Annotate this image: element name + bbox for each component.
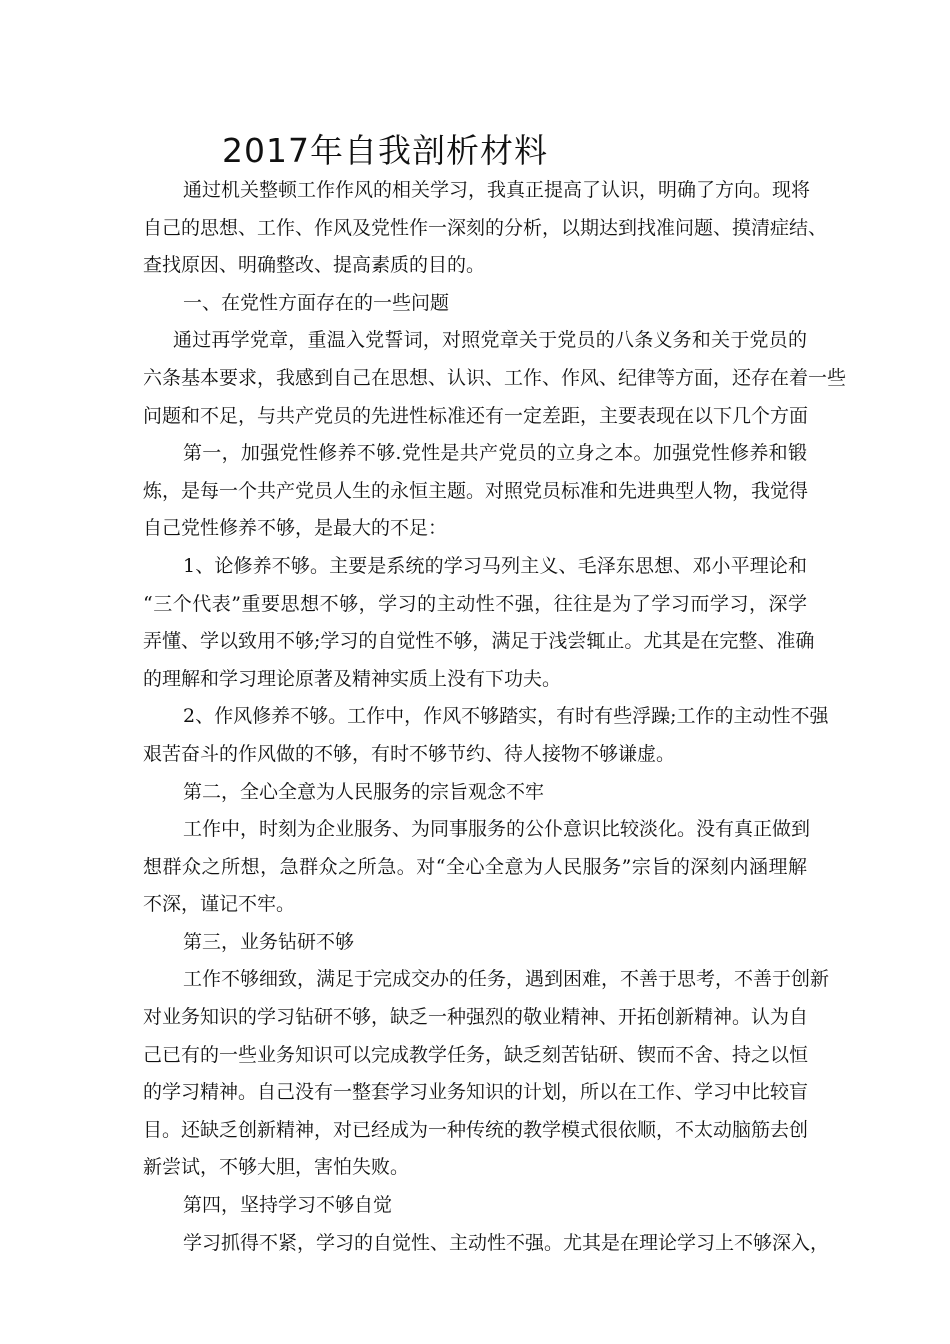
paragraph-line: 炼，是每一个共产党员人生的永恒主题。对照党员标准和先进典型人物，我觉得 [143,479,809,502]
paragraph-line: 目。还缺乏创新精神，对已经成为一种传统的教学模式很依顺，不太动脑筋去创 [143,1118,809,1141]
paragraph-line: 工作中，时刻为企业服务、为同事服务的公仆意识比较淡化。没有真正做到 [183,818,811,841]
paragraph-line: “三个代表”重要思想不够，学习的主动性不强，往往是为了学习而学习，深学 [143,592,807,615]
section-heading: 第四，坚持学习不够自觉 [183,1194,393,1217]
paragraph-line: 学习抓得不紧，学习的自觉性、主动性不强。尤其是在理论学习上不够深入， [183,1231,830,1254]
paragraph-line: 对业务知识的学习钻研不够，缺乏一种强烈的敬业精神、开拓创新精神。认为自 [143,1006,809,1029]
paragraph-line: 第一，加强党性修养不够.党性是共产党员的立身之本。加强党性修养和锻 [183,442,807,465]
paragraph-line: 通过再学党章，重温入党誓词，对照党章关于党员的八条义务和关于党员的 [173,329,807,352]
section-heading: 一、在党性方面存在的一些问题 [183,291,450,314]
document-body [143,172,847,1262]
paragraph-line: 弄懂、学以致用不够;学习的自觉性不够，满足于浅尝辄止。尤其是在完整、准确 [143,630,815,653]
paragraph-line: 不深，谨记不牢。 [143,893,296,916]
paragraph-line: 新尝试，不够大胆，害怕失败。 [143,1156,410,1179]
paragraph-line: 六条基本要求，我感到自己在思想、认识、工作、作风、纪律等方面，还存在着一些 [143,366,847,389]
paragraph-line: 艰苦奋斗的作风做的不够，有时不够节约、待人接物不够谦虚。 [143,742,676,765]
paragraph-line: 的学习精神。自己没有一整套学习业务知识的计划，所以在工作、学习中比较盲 [143,1081,809,1104]
paragraph-line: 自己的思想、工作、作风及党性作一深刻的分析，以期达到找准问题、摸清症结、 [143,216,828,239]
document-title: 2017年自我剖析材料 [222,131,548,170]
paragraph-line: 1、论修养不够。主要是系统的学习马列主义、毛泽东思想、邓小平理论和 [183,554,807,577]
paragraph-line: 通过机关整顿工作作风的相关学习，我真正提高了认识，明确了方向。现将 [183,179,811,201]
section-heading: 第三，业务钻研不够 [183,930,355,953]
section-heading: 第二，全心全意为人民服务的宗旨观念不牢 [183,780,545,803]
paragraph-line: 的理解和学习理论原著及精神实质上没有下功夫。 [143,667,562,690]
paragraph-line: 工作不够细致，满足于完成交办的任务，遇到困难，不善于思考，不善于创新 [183,968,830,991]
paragraph-line: 2、作风修养不够。工作中，作风不够踏实，有时有些浮躁;工作的主动性不强 [183,705,829,728]
paragraph-line: 自己党性修养不够，是最大的不足： [143,517,448,540]
paragraph-line: 查找原因、明确整改、提高素质的目的。 [143,254,486,277]
paragraph-line: 问题和不足，与共产党员的先进性标准还有一定差距，主要表现在以下几个方面 [143,404,809,427]
paragraph-line: 想群众之所想，急群众之所急。对“全心全意为人民服务”宗旨的深刻内涵理解 [143,855,807,878]
paragraph-line: 己已有的一些业务知识可以完成教学任务，缺乏刻苦钻研、锲而不舍、持之以恒 [143,1043,809,1066]
